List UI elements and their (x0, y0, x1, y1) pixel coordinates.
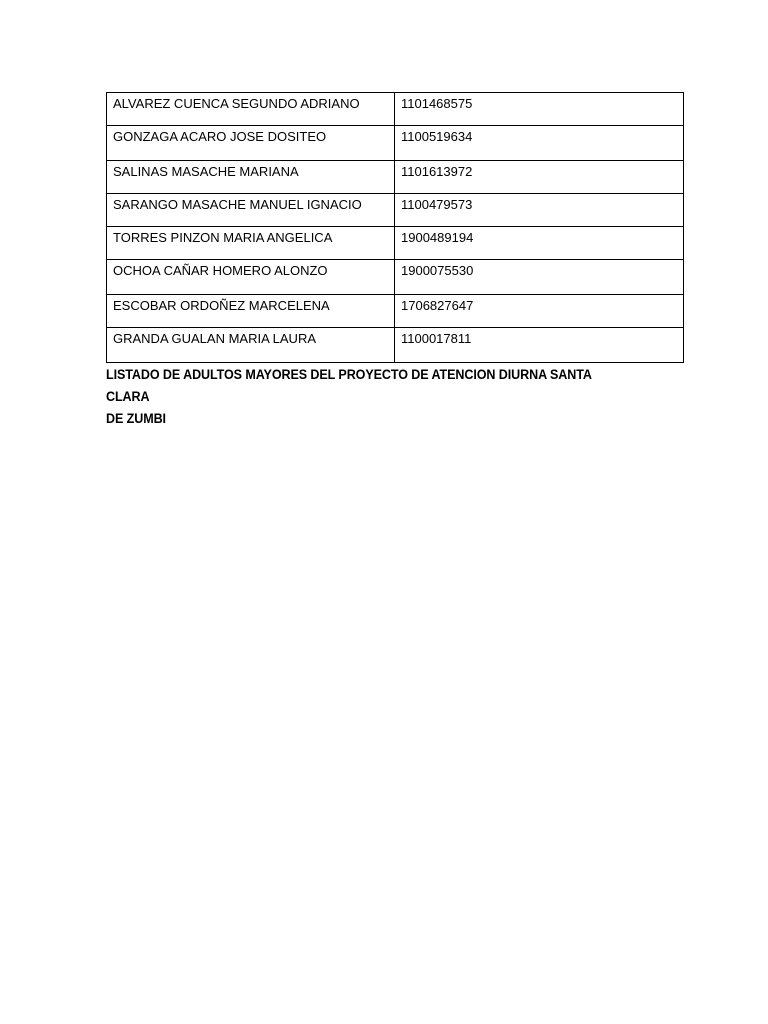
table-row (107, 126, 684, 161)
id-cell: 1100479573 (395, 194, 684, 227)
table-row (107, 260, 684, 295)
table-row (107, 295, 684, 328)
caption-line: DE ZUMBI (106, 411, 166, 426)
table-row (107, 194, 684, 227)
id-cell: 1101613972 (395, 161, 684, 194)
table-caption (106, 364, 627, 430)
id-cell: 1900489194 (395, 227, 684, 260)
table-row (107, 93, 684, 126)
name-cell: SALINAS MASACHE MARIANA (107, 161, 395, 194)
table-row (107, 227, 684, 260)
name-cell: GONZAGA ACARO JOSE DOSITEO (107, 126, 395, 161)
table-row (107, 161, 684, 194)
name-cell: GRANDA GUALAN MARIA LAURA (107, 328, 395, 363)
name-cell: ALVAREZ CUENCA SEGUNDO ADRIANO (107, 93, 395, 126)
name-cell: TORRES PINZON MARIA ANGELICA (107, 227, 395, 260)
table-row (107, 328, 684, 363)
id-cell: 1100519634 (395, 126, 684, 161)
id-cell: 1100017811 (395, 328, 684, 363)
id-cell: 1706827647 (395, 295, 684, 328)
name-cell: OCHOA CAÑAR HOMERO ALONZO (107, 260, 395, 295)
id-cell: 1900075530 (395, 260, 684, 295)
name-cell: ESCOBAR ORDOÑEZ MARCELENA (107, 295, 395, 328)
roster-table (106, 92, 684, 363)
name-cell: SARANGO MASACHE MANUEL IGNACIO (107, 194, 395, 227)
id-cell: 1101468575 (395, 93, 684, 126)
caption-line: LISTADO DE ADULTOS MAYORES DEL PROYECTO DE ATENCION DIURNA SANTA CLARA (106, 367, 592, 404)
